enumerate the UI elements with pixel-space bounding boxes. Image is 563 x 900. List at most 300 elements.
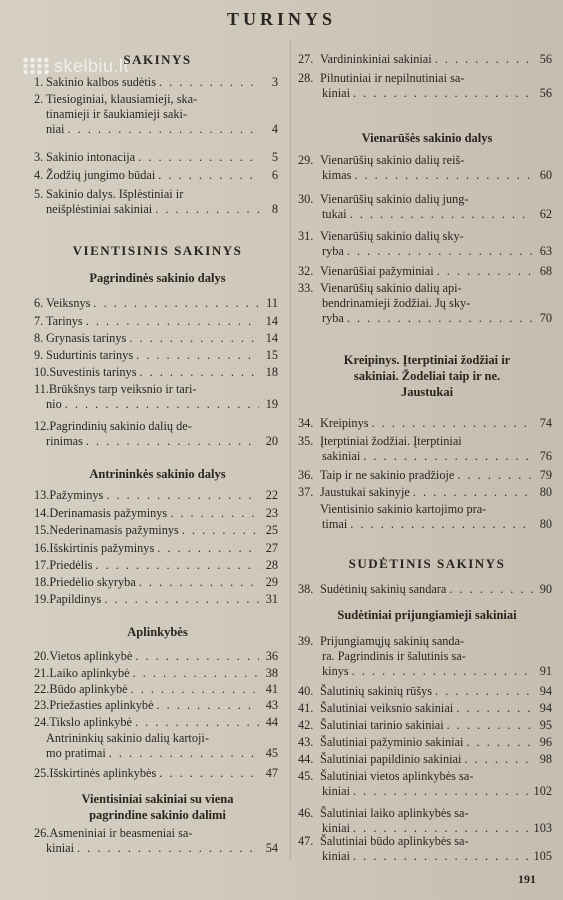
toc-entry-number: 1. <box>34 75 44 89</box>
toc-entry-text: niai <box>46 122 65 136</box>
toc-entry-text: Tikslo aplinkybė <box>49 715 132 729</box>
leader-dots <box>182 523 259 538</box>
toc-entry-text: Vardininkiniai sakiniai <box>320 52 432 66</box>
toc-entry <box>298 416 552 431</box>
toc-entry-text: Sakinio intonacija <box>46 150 136 164</box>
toc-entry-line <box>298 264 552 279</box>
toc-entry-line <box>298 192 552 207</box>
leader-dots <box>435 684 533 699</box>
leader-dots <box>131 682 259 697</box>
toc-entry-text: Šalutiniai tarinio sakiniai <box>320 718 444 732</box>
toc-entry-number: 8. <box>34 331 44 345</box>
section-heading: Pagrindinės sakinio dalys <box>89 271 226 285</box>
toc-entry-line <box>34 766 278 781</box>
section-heading: Vienarūšės sakinio dalys <box>361 131 493 145</box>
toc-entry-number: 17. <box>34 558 50 572</box>
toc-entry-text: kiniai <box>46 841 75 855</box>
toc-entry-page: 74 <box>539 416 552 430</box>
toc-entry-text: Antrininkių sakinio dalių kartoji- <box>46 731 209 745</box>
section-heading: VIENTISINIS SAKINYS <box>72 243 243 258</box>
toc-entry-text: kinys <box>322 664 349 678</box>
toc-entry-line <box>34 523 278 538</box>
toc-entry-text: Šalutinių sakinių rūšys <box>320 684 433 698</box>
toc-entry-page: 19 <box>265 397 278 411</box>
toc-entry-number: 3. <box>34 150 44 164</box>
toc-entry-number: 38. <box>298 582 314 596</box>
leader-dots <box>347 311 533 326</box>
toc-entry-page: 38 <box>265 666 278 680</box>
leader-dots <box>133 666 259 681</box>
toc-entry-number: 28. <box>298 71 314 85</box>
toc-entry-page: 15 <box>265 348 278 362</box>
toc-entry-line <box>34 649 278 664</box>
toc-entry-text: ryba <box>322 311 344 325</box>
toc-entry-page: 80 <box>539 517 552 531</box>
leader-dots <box>135 649 259 664</box>
toc-entry-number: 20. <box>34 649 50 663</box>
toc-entry-line <box>34 365 278 380</box>
toc-entry <box>34 523 278 538</box>
leader-dots <box>65 397 259 412</box>
toc-entry-page: 18 <box>265 365 278 379</box>
leader-dots <box>457 468 533 483</box>
toc-entry-number: 2. <box>34 92 44 106</box>
toc-entry-page: 8 <box>271 202 278 216</box>
toc-entry-text: Sudurtinis tarinys <box>46 348 134 362</box>
section-heading-line: Jaustukai <box>400 385 454 399</box>
toc-entry-text: Šalutiniai veiksnio sakiniai <box>320 701 454 715</box>
toc-entry-text: sakiniai <box>322 449 361 463</box>
toc-entry-number: 14. <box>34 506 50 520</box>
toc-entry-line <box>34 150 278 165</box>
toc-entry <box>298 468 552 483</box>
leader-dots <box>353 849 531 864</box>
toc-entry-number: 5. <box>34 187 44 201</box>
toc-entry-line <box>298 701 552 716</box>
toc-entry-number: 9. <box>34 348 44 362</box>
toc-entry-line <box>298 752 552 767</box>
toc-entry-number: 32. <box>298 264 314 278</box>
toc-entry-text: Asmeniniai ir beasmeniai sa- <box>49 826 193 840</box>
toc-entry-line <box>298 71 552 86</box>
toc-entry-number: 10. <box>34 365 50 379</box>
toc-entry <box>298 153 552 183</box>
toc-entry-text: Vienarūšių sakinio dalių api- <box>320 281 462 295</box>
toc-entry-page: 56 <box>539 52 552 66</box>
leader-dots <box>170 506 259 521</box>
leader-dots <box>158 168 259 183</box>
toc-entry-text: Vienarūšių sakinio dalių reiš- <box>320 153 465 167</box>
toc-entry-text: Įterptiniai žodžiai. Įterptiniai <box>320 434 462 448</box>
toc-entry-line <box>298 485 552 500</box>
section-heading: SUDĖTINIS SAKINYS <box>348 556 506 571</box>
leader-dots <box>350 517 533 532</box>
toc-entry <box>298 718 552 733</box>
toc-entry-text: ra. Pagrindinis ir šalutinis sa- <box>322 649 466 663</box>
toc-entry-text: tukai <box>322 207 347 221</box>
toc-entry-line <box>34 314 278 329</box>
toc-entry <box>34 419 278 449</box>
toc-entry <box>34 75 278 90</box>
toc-entry-number: 29. <box>298 153 314 167</box>
leader-dots <box>466 735 533 750</box>
toc-entry-number: 12. <box>34 419 50 433</box>
toc-entry-page: 105 <box>533 849 552 863</box>
toc-entry-number: 19. <box>34 592 50 606</box>
section-heading: Aplinkybės <box>127 625 188 639</box>
toc-entry-page: 6 <box>271 168 278 182</box>
toc-entry-line <box>298 86 552 101</box>
toc-entry-text: Būdo aplinkybė <box>49 682 128 696</box>
leader-dots <box>135 715 259 730</box>
toc-entry-page: 11 <box>266 296 278 310</box>
toc-entry <box>34 649 278 664</box>
toc-entry <box>34 314 278 329</box>
toc-entry-line <box>298 664 552 679</box>
toc-entry-page: 90 <box>539 582 552 596</box>
toc-entry-line <box>34 841 278 856</box>
toc-entry-line <box>298 769 552 784</box>
toc-entry-page: 70 <box>539 311 552 325</box>
toc-entry-number: 11. <box>34 382 49 396</box>
toc-entry <box>34 365 278 380</box>
toc-entry-page: 20 <box>265 434 278 448</box>
section-heading <box>40 791 275 823</box>
toc-entry-text: Laiko aplinkybė <box>49 666 130 680</box>
toc-entry-number: 39. <box>298 634 314 648</box>
toc-entry-number: 41. <box>298 701 314 715</box>
toc-entry-number: 34. <box>298 416 314 430</box>
toc-entry-number: 15. <box>34 523 50 537</box>
toc-entry-number <box>34 731 46 746</box>
toc-entry-page: 14 <box>265 331 278 345</box>
toc-entry-text: kiniai <box>322 86 351 100</box>
toc-entry-number: 26. <box>34 826 50 840</box>
toc-entry-line <box>34 488 278 503</box>
toc-entry-text: Sudėtinių sakinių sandara <box>320 582 447 596</box>
toc-entry-line <box>34 168 278 183</box>
toc-entry <box>34 541 278 556</box>
toc-entry-line <box>298 784 552 799</box>
toc-entry-number: 40. <box>298 684 314 698</box>
toc-entry-text: Sakinio kalbos sudėtis <box>46 75 156 89</box>
toc-entry-line <box>298 502 552 517</box>
toc-entry <box>34 168 278 183</box>
toc-entry-line <box>298 517 552 532</box>
toc-entry-line <box>34 434 278 449</box>
toc-entry-text: Tarinys <box>46 314 83 328</box>
section-heading-line: Kreipinys. Įterptiniai žodžiai ir <box>343 353 511 367</box>
toc-entry-line <box>298 153 552 168</box>
toc-entry <box>34 331 278 346</box>
toc-entry-text: ryba <box>322 244 344 258</box>
toc-entry-text: Nederinamasis pažyminys <box>49 523 179 537</box>
toc-entry-text: Šalutiniai pažyminio sakiniai <box>320 735 464 749</box>
toc-entry-page: 76 <box>539 449 552 463</box>
toc-entry <box>34 698 278 713</box>
column-divider <box>290 40 291 860</box>
toc-entry-page: 14 <box>265 314 278 328</box>
toc-entry-text: Žodžių jungimo būdai <box>46 168 156 182</box>
toc-entry <box>34 715 278 730</box>
toc-entry <box>34 150 278 165</box>
section-heading: SAKINYS <box>123 52 192 67</box>
toc-entry-number: 31. <box>298 229 314 243</box>
toc-entry-text: kiniai <box>322 849 351 863</box>
toc-entry-text: Kreipinys <box>320 416 369 430</box>
leader-dots <box>363 449 533 464</box>
leader-dots <box>86 314 259 329</box>
toc-entry-line <box>34 382 278 397</box>
toc-entry-number: 45. <box>298 769 314 783</box>
toc-entry-page: 43 <box>265 698 278 712</box>
toc-entry-text: kiniai <box>322 784 351 798</box>
toc-entry <box>34 592 278 607</box>
toc-entry-page: 22 <box>265 488 278 502</box>
toc-entry-page: 103 <box>533 821 552 835</box>
section-heading: Sudėtiniai prijungiamieji sakiniai <box>337 608 517 622</box>
toc-entry-text: Išskirtinis pažyminys <box>49 541 155 555</box>
toc-entry <box>34 506 278 521</box>
toc-entry-number: 25. <box>34 766 50 780</box>
leader-dots <box>354 168 533 183</box>
toc-entry-page: 5 <box>271 150 278 164</box>
toc-entry-text: Pažyminys <box>49 488 104 502</box>
toc-entry-line <box>298 634 552 649</box>
toc-entry-line <box>34 202 278 217</box>
toc-entry-line <box>34 348 278 363</box>
watermark-text: skelbiu.lt <box>54 56 130 76</box>
toc-entry-text: Priedėlio skyryba <box>49 575 136 589</box>
toc-entry-text: Sakinio dalys. Išplėstiniai ir <box>46 187 184 201</box>
toc-entry-text: Vietos aplinkybė <box>49 649 133 663</box>
leader-dots <box>139 575 259 590</box>
toc-entry-line <box>298 52 552 67</box>
toc-entry-number: 7. <box>34 314 44 328</box>
leader-dots <box>447 718 533 733</box>
toc-entry-text: Prijungiamųjų sakinių sanda- <box>320 634 465 648</box>
toc-entry <box>34 382 278 412</box>
page-number: 191 <box>518 872 536 886</box>
toc-entry-text: Derinamasis pažyminys <box>49 506 168 520</box>
leader-dots <box>129 331 259 346</box>
toc-entry-text: kimas <box>322 168 352 182</box>
leader-dots <box>93 296 259 311</box>
toc-entry-number: 23. <box>34 698 50 712</box>
leader-dots <box>77 841 259 856</box>
leader-dots <box>139 365 259 380</box>
toc-entry <box>34 766 278 781</box>
toc-entry <box>34 296 278 311</box>
toc-entry <box>34 558 278 573</box>
toc-entry-line <box>34 541 278 556</box>
leader-dots <box>435 52 533 67</box>
toc-entry-number: 37. <box>298 485 314 499</box>
toc-entry-line <box>34 558 278 573</box>
toc-entry-number: 35. <box>298 434 314 448</box>
leader-dots <box>67 122 259 137</box>
toc-entry-text: Priežasties aplinkybė <box>49 698 154 712</box>
toc-entry <box>298 264 552 279</box>
toc-entry-number: 6. <box>34 296 44 310</box>
toc-entry-line <box>34 187 278 202</box>
toc-entry-line <box>298 649 552 664</box>
toc-entry <box>298 434 552 464</box>
leader-dots <box>95 558 259 573</box>
toc-entry-line <box>34 731 278 746</box>
toc-entry-line <box>34 107 278 122</box>
page-title: TURINYS <box>226 9 337 29</box>
toc-entry <box>34 731 278 761</box>
toc-entry-page: 98 <box>539 752 552 766</box>
toc-entry <box>298 735 552 750</box>
toc-entry-text: Vienarūšių sakinio dalių jung- <box>320 192 469 206</box>
toc-entry-page: 3 <box>271 75 278 89</box>
leader-dots <box>464 752 533 767</box>
leader-dots <box>353 86 533 101</box>
toc-entry-page: 56 <box>539 86 552 100</box>
toc-entry-number: 22. <box>34 682 50 696</box>
toc-entry-page: 62 <box>539 207 552 221</box>
toc-entry-text: Suvestinis tarinys <box>49 365 137 379</box>
toc-entry-text: Papildinys <box>49 592 102 606</box>
leader-dots <box>159 766 259 781</box>
toc-entry-line <box>298 449 552 464</box>
toc-entry-line <box>34 682 278 697</box>
toc-entry-page: 60 <box>539 168 552 182</box>
toc-entry-line <box>34 592 278 607</box>
toc-entry-line <box>34 666 278 681</box>
toc-entry <box>298 701 552 716</box>
toc-entry-line <box>298 244 552 259</box>
toc-entry <box>298 834 552 864</box>
leader-dots <box>157 541 259 556</box>
toc-entry-line <box>34 698 278 713</box>
toc-entry-page: 91 <box>539 664 552 678</box>
toc-entry-line <box>298 582 552 597</box>
toc-entry-page: 94 <box>539 684 552 698</box>
toc-entry-line <box>34 826 278 841</box>
leader-dots <box>352 664 533 679</box>
toc-entry-page: 80 <box>539 485 552 499</box>
toc-entry-line <box>298 311 552 326</box>
toc-entry <box>298 485 552 500</box>
toc-entry-line <box>34 575 278 590</box>
toc-entry-text: nio <box>46 397 62 411</box>
leader-dots <box>456 701 533 716</box>
toc-entry-page: 79 <box>539 468 552 482</box>
toc-entry <box>34 187 278 217</box>
toc-entry-page: 25 <box>265 523 278 537</box>
toc-entry-text: Šalutiniai laiko aplinkybės sa- <box>320 806 469 820</box>
toc-entry-text: rinimas <box>46 434 83 448</box>
toc-entry-text: Šalutiniai vietos aplinkybės sa- <box>320 769 474 783</box>
toc-entry-line <box>298 416 552 431</box>
toc-entry-text: Vienarūšių sakinio dalių sky- <box>320 229 464 243</box>
toc-entry-text: Tiesioginiai, klausiamieji, ska- <box>46 92 198 106</box>
toc-entry-page: 44 <box>265 715 278 729</box>
leader-dots <box>413 485 533 500</box>
toc-entry-text: Grynasis tarinys <box>46 331 127 345</box>
toc-entry-line <box>298 735 552 750</box>
toc-entry <box>34 575 278 590</box>
leader-dots <box>353 784 531 799</box>
toc-entry-text: kiniai <box>322 821 351 835</box>
toc-entry <box>298 229 552 259</box>
toc-entry-number: 33. <box>298 281 314 295</box>
toc-entry-page: 36 <box>265 649 278 663</box>
toc-entry-number: 24. <box>34 715 50 729</box>
toc-entry-text: Brūkšnys tarp veiksnio ir tari- <box>48 382 197 396</box>
toc-entry-page: 29 <box>265 575 278 589</box>
toc-entry-page: 23 <box>265 506 278 520</box>
toc-entry-number: 47. <box>298 834 314 848</box>
section-heading-line: sakiniai. Žodeliai taip ir ne. <box>353 369 501 383</box>
toc-entry-page: 102 <box>533 784 552 798</box>
toc-entry <box>298 52 552 67</box>
toc-entry-page: 4 <box>271 122 278 136</box>
toc-entry-text: neišplėstiniai sakiniai <box>46 202 153 216</box>
toc-entry <box>34 488 278 503</box>
toc-entry-line <box>34 75 278 90</box>
toc-entry-number: 36. <box>298 468 314 482</box>
leader-dots <box>437 264 533 279</box>
leader-dots <box>449 582 533 597</box>
leader-dots <box>109 746 259 761</box>
toc-entry-page: 27 <box>265 541 278 555</box>
leader-dots <box>106 488 259 503</box>
toc-entry-text: Išskirtinės aplinkybės <box>49 766 157 780</box>
leader-dots <box>136 348 259 363</box>
toc-entry <box>298 582 552 597</box>
section-heading <box>302 352 552 400</box>
toc-entry-line <box>298 296 552 311</box>
toc-entry-line <box>34 331 278 346</box>
toc-entry <box>298 752 552 767</box>
toc-entry-number: 21. <box>34 666 50 680</box>
toc-entry-number: 42. <box>298 718 314 732</box>
toc-entry <box>298 71 552 101</box>
toc-entry <box>298 281 552 326</box>
leader-dots <box>159 75 259 90</box>
toc-entry-page: 28 <box>265 558 278 572</box>
toc-entry-number <box>298 502 320 517</box>
toc-entry <box>298 502 552 532</box>
toc-entry-text: Pagrindinių sakinio dalių de- <box>49 419 192 433</box>
leader-dots <box>157 698 259 713</box>
toc-entry-text: bendrinamieji žodžiai. Jų sky- <box>322 296 471 310</box>
toc-entry-text: Taip ir ne sakinio pradžioje <box>320 468 455 482</box>
leader-dots <box>347 244 533 259</box>
toc-entry-page: 45 <box>265 746 278 760</box>
toc-entry <box>34 666 278 681</box>
leader-dots <box>350 207 533 222</box>
toc-entry <box>34 826 278 856</box>
section-heading: Antrininkės sakinio dalys <box>89 467 226 481</box>
leader-dots <box>155 202 259 217</box>
toc-entry-line <box>34 419 278 434</box>
toc-entry-line <box>34 92 278 107</box>
toc-entry-line <box>298 229 552 244</box>
toc-entry-line <box>298 718 552 733</box>
toc-entry <box>34 348 278 363</box>
toc-entry <box>34 682 278 697</box>
toc-entry-line <box>34 746 278 761</box>
toc-entry <box>298 634 552 679</box>
toc-entry-text: mo pratimai <box>46 746 106 760</box>
toc-entry <box>298 192 552 222</box>
toc-entry-page: 54 <box>265 841 278 855</box>
